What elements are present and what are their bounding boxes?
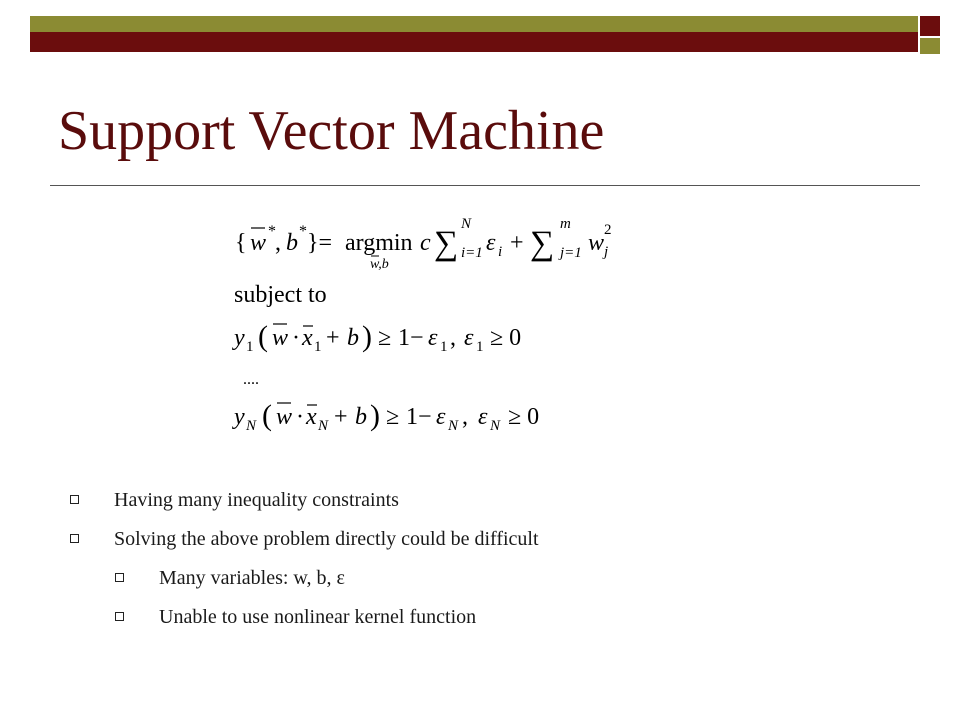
bullet-item xyxy=(70,486,399,525)
x-cN: x xyxy=(306,404,317,430)
comma-c1: , xyxy=(450,325,456,351)
x-sub-c1: 1 xyxy=(314,339,322,355)
bullet-text: Many variables: w, b, ε xyxy=(159,567,345,589)
geq0-c1: ≥ 0 xyxy=(490,325,522,351)
paren-close-1: ) xyxy=(362,320,372,353)
sum-sign-1: ∑ xyxy=(434,225,459,262)
square-bullet-icon xyxy=(70,495,79,504)
eps-c1: ε xyxy=(428,325,438,351)
comma-cN: , xyxy=(462,404,468,430)
x-c1: x xyxy=(302,325,313,351)
sum1-top: N xyxy=(461,216,472,232)
square-bullet-icon xyxy=(115,612,124,621)
bullet-text: Solving the above problem directly could be difficult xyxy=(114,528,539,550)
square-bullet-icon xyxy=(115,573,124,582)
epsilon-sub-i: i xyxy=(498,244,503,260)
paren-close-N: ) xyxy=(370,399,380,432)
subject-to-label: subject to xyxy=(234,282,327,308)
dot-cN: · xyxy=(296,404,304,430)
plus-cN: + xyxy=(334,404,348,430)
b-cN: b xyxy=(355,404,367,430)
sum-sign-2: ∑ xyxy=(530,225,555,262)
b-c1: b xyxy=(347,325,359,351)
comma-1: , xyxy=(275,230,281,256)
w-j-sub: j xyxy=(604,244,609,260)
bullet-list xyxy=(70,486,539,642)
eps-sub-cN: N xyxy=(448,418,459,434)
eps2-cN: ε xyxy=(478,404,488,430)
epsilon-i: ε xyxy=(486,230,496,256)
argmin-label: argmin xyxy=(345,230,413,256)
dot-c1: · xyxy=(292,325,300,351)
formula-brace-open: { xyxy=(235,230,247,256)
w-cN: w xyxy=(276,404,293,430)
one-cN: 1− xyxy=(406,404,432,430)
formula-brace-close: }= xyxy=(307,230,333,256)
square-bullet-icon xyxy=(70,534,79,543)
eps-cN: ε xyxy=(436,404,446,430)
eps-sub-c1: 1 xyxy=(440,339,448,355)
y1: y xyxy=(234,325,245,351)
paren-open-1: ( xyxy=(258,320,268,353)
plus-c1: + xyxy=(326,325,340,351)
yN: y xyxy=(234,404,245,430)
paren-open-N: ( xyxy=(262,399,272,432)
geq-cN: ≥ xyxy=(386,404,400,430)
bullet-text: Unable to use nonlinear kernel function xyxy=(159,606,477,628)
yN-sub: N xyxy=(246,418,257,434)
w-c1: w xyxy=(272,325,289,351)
w-j: w xyxy=(588,230,605,256)
sum1-bottom: i=1 xyxy=(461,245,483,261)
w-star: w xyxy=(250,230,267,256)
eps2-c1: ε xyxy=(464,325,474,351)
x-sub-cN: N xyxy=(318,418,329,434)
star-1: * xyxy=(268,223,276,240)
sum2-top: m xyxy=(560,216,571,232)
w-j-sup: 2 xyxy=(604,222,612,238)
plus-sign: + xyxy=(510,230,524,256)
sum2-bottom: j=1 xyxy=(560,245,582,261)
argmin-subscript: w,b xyxy=(370,257,389,272)
y1-sub: 1 xyxy=(246,339,254,355)
ellipsis: .... xyxy=(243,371,259,388)
c-coefficient: c xyxy=(420,230,431,256)
geq0-cN: ≥ 0 xyxy=(508,404,540,430)
one-c1: 1− xyxy=(398,325,424,351)
b-star: b xyxy=(286,230,298,256)
geq-c1: ≥ xyxy=(378,325,392,351)
eps2-sub-c1: 1 xyxy=(476,339,484,355)
bullet-item xyxy=(70,525,539,564)
slide-title: Support Vector Machine xyxy=(58,100,605,162)
star-2: * xyxy=(299,223,307,240)
bullet-text: Having many inequality constraints xyxy=(114,489,399,511)
eps2-sub-cN: N xyxy=(490,418,501,434)
